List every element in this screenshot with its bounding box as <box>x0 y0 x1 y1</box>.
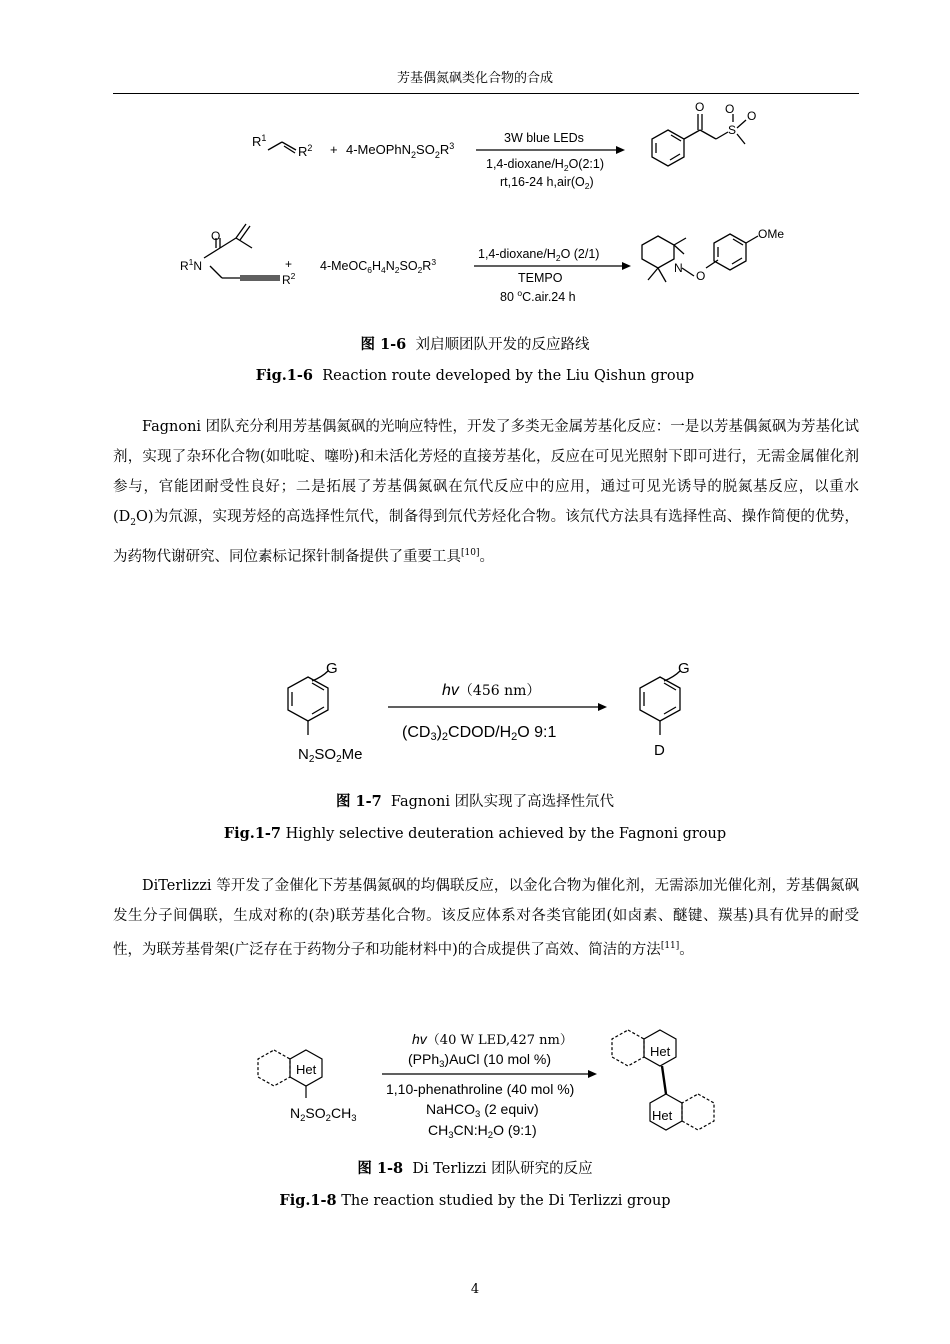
svg-text:hv（40 W LED,427 nm）: hv（40 W LED,427 nm） <box>412 1031 573 1048</box>
svg-text:N2SO2Me: $N_2SO_2Me$ <box>298 746 363 765</box>
svg-text:Het: Het <box>296 1062 317 1077</box>
svg-text:O: O <box>695 100 705 114</box>
reagent-aryl-azosulfone: $4-MeOC_6H_4N_2SO_2R^3$ <box>320 257 437 275</box>
svg-text:S: S <box>728 123 737 137</box>
svg-text:R2: $R^2$ <box>298 143 313 159</box>
svg-text:(PPh3)AuCl (10 mol %): (PPh$_3$)AuCl (10 mol %) <box>408 1051 552 1070</box>
svg-text:D: D <box>654 742 665 759</box>
figure-1-6-caption-cn: 图 1-6 刘启顺团队开发的反应路线 <box>360 336 590 353</box>
plus-sign: + <box>330 142 338 157</box>
figure-1-8-caption-en: Fig.1-8 The reaction studied by the Di Terlizzi group <box>279 1192 671 1209</box>
svg-text:1,4-dioxane/H2O(2:1): $1,4-dioxane/H_2O(2:1)$ <box>486 157 604 173</box>
svg-text:R1N: $R^1N$ <box>180 257 203 273</box>
svg-text:(CD3)2CDOD/H2O 9:1: (CD3)2CDOD/H2O 9:1 <box>402 724 557 743</box>
alkene-structure <box>268 142 296 153</box>
running-title: 芳基偶氮砜类化合物的合成 <box>396 71 553 86</box>
svg-text:Het: Het <box>650 1044 671 1059</box>
svg-text:N: N <box>674 261 683 275</box>
product-sulfone-structure <box>652 114 746 166</box>
svg-text:Het: Het <box>652 1108 673 1123</box>
svg-text:OMe: OMe <box>758 227 785 241</box>
svg-text:O: O <box>747 109 757 123</box>
svg-text:R1: $R^1$ <box>252 133 267 149</box>
svg-text:G: G <box>326 660 338 677</box>
condition-light: 3W blue LEDs <box>504 131 584 145</box>
svg-text:rt,16-24 h,air(O2): rt,16-24 $h,air(O_2)$ <box>500 175 594 191</box>
reagent-aryl-azosulfone: $4-MeOPhN_2SO_2R^3$ <box>346 141 455 160</box>
svg-text:hv（456 nm）: hv（456 nm） <box>442 682 541 699</box>
svg-text:1,10-phenathroline (40 mol %): 1,10-phenathroline (40 mol %) <box>386 1081 575 1097</box>
svg-text:CH3CN:H2O (9:1): $CH_3CN:H_2O$ (9:1) <box>428 1122 537 1141</box>
paragraph-diterlizzi: DiTerlizzi 等开发了金催化下芳基偶氮砜的均偶联反应，以金化合物为催化剂，无需添加光催化剂，芳基偶氮砜发生分子间偶联，生成对称的(杂)联芳基化合物。该反应体系对各类官能团(如卤素、醚键、羰基)具有优异的耐受性，为联芳基骨架(广泛存在于药物分子和功能材料中)的合成提供了高效、简洁的方法[11]。 <box>113 878 859 958</box>
deuterated-arene-structure <box>640 671 680 735</box>
svg-text:NaHCO3 (2 equiv): NaHCO$_3$ (2 equiv) <box>426 1101 539 1120</box>
svg-text:R2: $R^2$ <box>282 271 296 287</box>
figure-1-8-caption-cn: 图 1-8 Di Terlizzi 团队研究的反应 <box>357 1160 593 1177</box>
header-rule <box>113 93 859 94</box>
citation-ref: [11] <box>660 941 680 951</box>
svg-text:O: O <box>211 229 221 243</box>
figure-1-7-caption-cn: 图 1-7 Fagnoni 团队实现了高选择性氘代 <box>335 793 615 810</box>
scheme-1-6 <box>170 98 810 318</box>
scheme-1-7 <box>272 655 702 770</box>
figure-1-6-caption-en: Fig.1-6 Reaction route developed by the Liu Qishun group <box>255 367 695 384</box>
svg-text:O: O <box>725 102 735 116</box>
citation-ref: [10] <box>461 547 480 558</box>
reactant-arene-structure <box>288 671 328 735</box>
svg-text:TEMPO: TEMPO <box>518 271 563 285</box>
page-number: 4 <box>470 1282 480 1297</box>
figure-1-7-caption-en: Fig.1-7 Highly selective deuteration achieved by the Fagnoni group <box>223 825 727 842</box>
svg-text:N2SO2CH3: $N_2SO_2CH_3$ <box>290 1105 357 1124</box>
svg-text:O: O <box>696 269 706 283</box>
plus-sign: + <box>285 257 293 271</box>
scheme-1-8 <box>248 1022 728 1144</box>
svg-text:1,4-dioxane/H2O (2/1): $1,4-dioxane/H_2O$ (2/1) <box>478 247 600 263</box>
paragraph-fagnoni: Fagnoni 团队充分利用芳基偶氮砜的光响应特性，开发了多类无金属芳基化反应：一是以芳基偶氮砜为芳基化试剂，实现了杂环化合物(如吡啶、噻吩)和未活化芳烃的直接芳基化，反应在可见光照射下即可进行，无需金属催化剂参与，官能团耐受性良好；二是拓展了芳基偶氮砜在氘代反应中的应用，通过可见光诱导的脱氮基反应，以重水$(D_2O)$为氘源，实现芳烃的高选择性氘代，制备得到氘代芳烃化合物。该氘代方法具有选择性高、操作简便的优势，为药物代谢研究、同位素标记探针制备提供了重要工具[10]。 <box>113 419 859 565</box>
svg-text:G: G <box>678 660 690 677</box>
svg-text:80 oC.air.24 h: 80 $^o$C.air.24 h <box>500 288 576 304</box>
